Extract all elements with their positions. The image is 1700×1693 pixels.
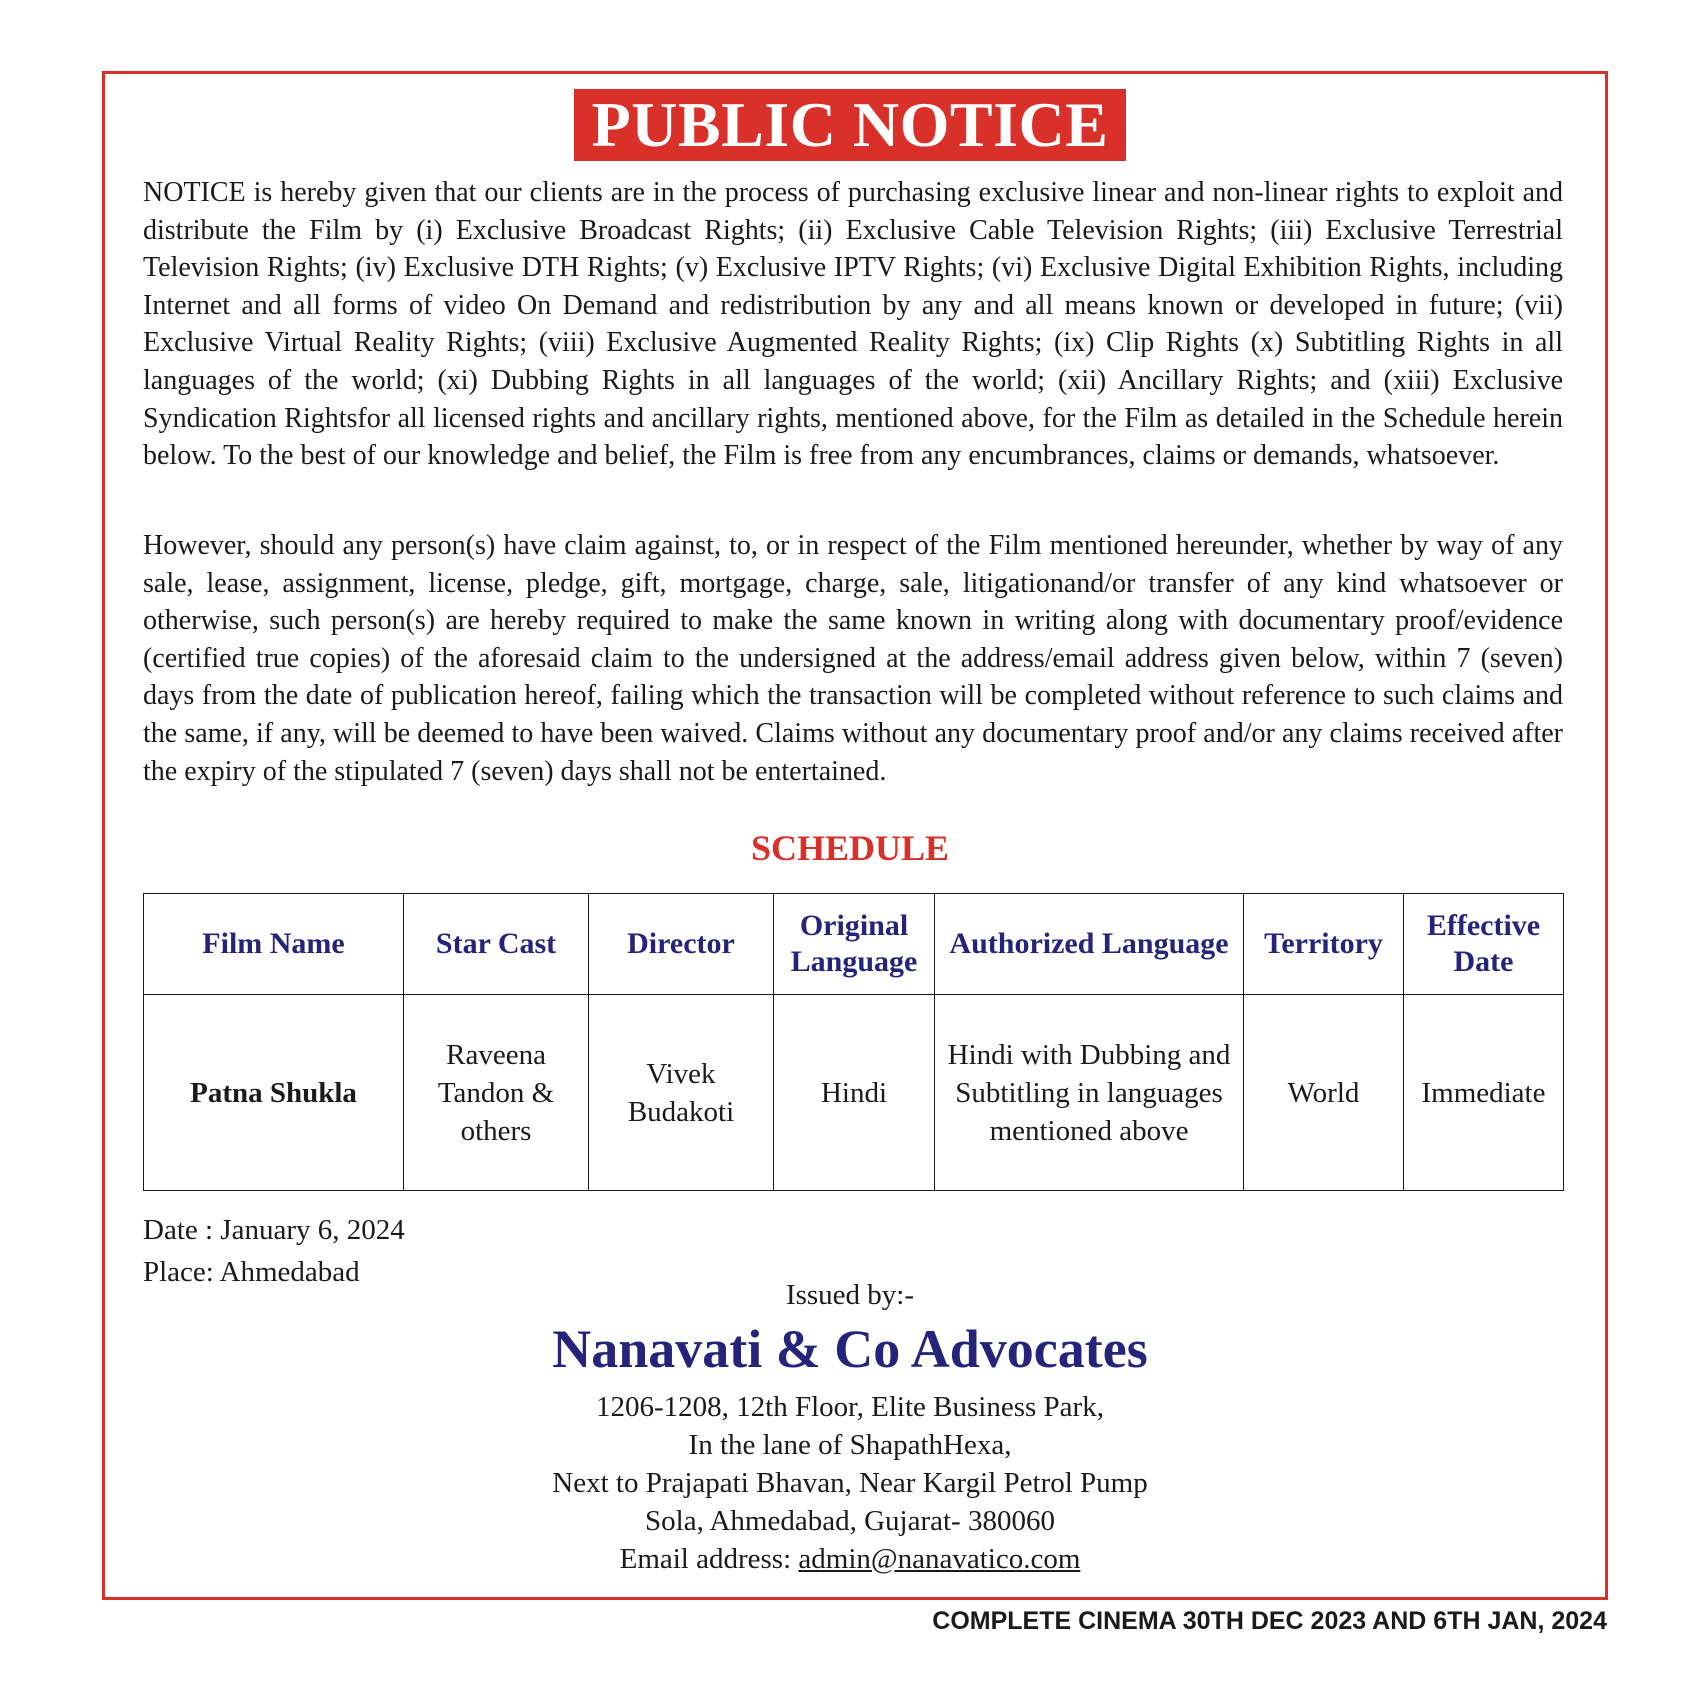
email-line xyxy=(0,1540,1700,1578)
email-link[interactable]: admin@nanavatico.com xyxy=(798,1543,1081,1575)
cell-authorized-language: Hindi with Dubbing and Subtitling in languages mentioned above xyxy=(935,995,1244,1191)
notice-paragraph-1: NOTICE is hereby given that our clients are in the process of purchasing exclusive linear and non-linear rights to exploit and distribute the Film by (i) Exclusive Broadcast Rights; (ii) Exclusive Cable Television Rights; (iii) Exclusive Terrestrial Television Rights; (iv) Exclusive DTH Rights; (v) Exclusive IPTV Rights; (vi) Exclusive Digital Exhibition Rights, including Internet and all forms of video On Demand and redistribution by any and all means known or developed in future; (vii) Exclusive Virtual Reality Rights; (viii) Exclusive Augmented Reality Rights; (ix) Clip Rights (x) Subtitling Rights in all languages of the world; (xi) Dubbing Rights in all languages of the world; (xii) Ancillary Rights; and (xiii) Exclusive Syndication Rightsfor all licensed rights and ancillary rights, mentioned above, for the Film as detailed in the Schedule herein below. To the best of our knowledge and belief, the Film is free from any encumbrances, claims or demands, whatsoever. xyxy=(143,177,1563,472)
schedule-heading: SCHEDULE xyxy=(750,828,950,868)
address-line-3: Next to Prajapati Bhavan, Near Kargil Petrol Pump xyxy=(552,1467,1148,1499)
header-film-name: Film Name xyxy=(144,894,404,995)
header-effective-date: Effective Date xyxy=(1403,894,1563,995)
cell-film-name: Patna Shukla xyxy=(144,995,404,1191)
address-line-1: 1206-1208, 12th Floor, Elite Business Park, xyxy=(596,1391,1104,1423)
notice-title: PUBLIC NOTICE xyxy=(574,89,1127,161)
notice-place: Place: Ahmedabad xyxy=(143,1256,360,1288)
schedule-table xyxy=(143,893,1564,1191)
issued-by-label: Issued by:- xyxy=(785,1279,915,1311)
cell-director: Vivek Budakoti xyxy=(589,995,774,1191)
email-label: Email address: xyxy=(619,1543,799,1575)
header-authorized-language: Authorized Language xyxy=(935,894,1244,995)
notice-paragraph-2: However, should any person(s) have claim against, to, or in respect of the Film mentioned hereunder, whether by way of any sale, lease, assignment, license, pledge, gift, mortgage, charge, sale, litigationand/or transfer of any kind whatsoever or otherwise, such person(s) are hereby required to make the same known in writing along with documentary proof/evidence (certified true copies) of the aforesaid claim to the undersigned at the address/email address given below, within 7 (seven) days from the date of publication hereof, failing which the transaction will be completed without reference to such claims and the same, if any, will be deemed to have been waived. Claims without any documentary proof and/or any claims received after the expiry of the stipulated 7 (seven) days shall not be entertained. xyxy=(143,530,1563,787)
table-row xyxy=(144,995,1564,1191)
header-director: Director xyxy=(589,894,774,995)
header-territory: Territory xyxy=(1244,894,1404,995)
table-header-row xyxy=(144,894,1564,995)
cell-territory: World xyxy=(1244,995,1404,1191)
cell-star-cast: Raveena Tandon & others xyxy=(404,995,589,1191)
address-line-4: Sola, Ahmedabad, Gujarat- 380060 xyxy=(645,1505,1055,1537)
header-star-cast: Star Cast xyxy=(404,894,589,995)
firm-name: Nanavati & Co Advocates xyxy=(552,1319,1148,1379)
header-original-language: Original Language xyxy=(773,894,934,995)
address-line-2: In the lane of ShapathHexa, xyxy=(688,1429,1012,1461)
cell-original-language: Hindi xyxy=(773,995,934,1191)
cell-effective-date: Immediate xyxy=(1403,995,1563,1191)
notice-date: Date : January 6, 2024 xyxy=(143,1214,405,1246)
publication-footer: COMPLETE CINEMA 30TH DEC 2023 AND 6TH JAN, 2024 xyxy=(932,1607,1607,1635)
title-banner xyxy=(0,89,1700,161)
